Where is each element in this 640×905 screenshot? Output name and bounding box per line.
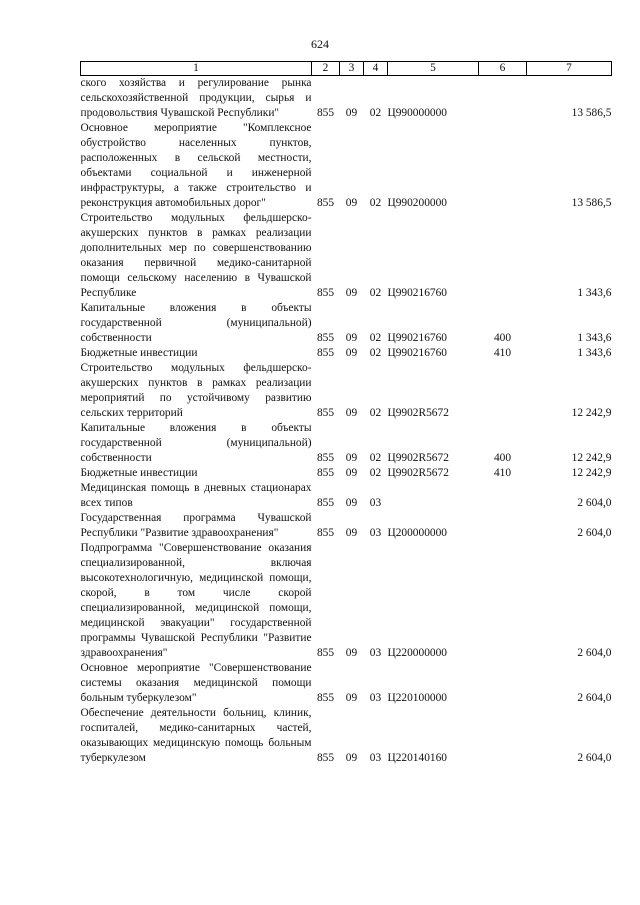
- row-subsection-code: 03: [369, 647, 382, 659]
- row-amount: 2 604,0: [577, 497, 612, 509]
- row-expense-type-code: [479, 121, 527, 211]
- row-target-code: Ц990000000: [387, 107, 447, 119]
- row-section-code: 09: [345, 692, 358, 704]
- row-section-code: 09: [345, 467, 358, 479]
- row-amount: 2 604,0: [577, 527, 612, 539]
- row-subsection-code: 02: [369, 197, 382, 209]
- table-row: [81, 346, 612, 361]
- row-target-code: Ц9902R5672: [387, 407, 449, 419]
- row-name: Подпрограмма "Совершенствование оказания специализированной, включая высокотехнологичную, медицинской помощи, скорой, в том числе скорой специализированной, медицинской помощи, медицинской эвакуации" государственной программы Чувашской Республики "Развитие здравоохранения": [80, 542, 312, 659]
- row-grbs-code: 855: [316, 407, 335, 419]
- row-amount: 12 242,9: [571, 407, 612, 419]
- row-subsection-code: 02: [369, 452, 382, 464]
- row-name: Основное мероприятие "Комплексное обустройство населенных пунктов, расположенных в сельской местности, объектами социальной и инженерной инфраструктуры, а также строительство и реконструкция автомобильных дорог": [80, 122, 312, 209]
- column-header: 7: [527, 62, 612, 76]
- row-expense-type-code: [479, 481, 527, 511]
- row-name: Государственная программа Чувашской Республики "Развитие здравоохранения": [80, 512, 312, 539]
- row-name: Капитальные вложения в объекты государственной (муниципальной) собственности: [80, 422, 312, 464]
- row-amount: 1 343,6: [577, 332, 612, 344]
- row-grbs-code: 855: [316, 467, 335, 479]
- column-header: 2: [312, 62, 340, 76]
- row-subsection-code: 02: [369, 467, 382, 479]
- table-row: [81, 211, 612, 301]
- row-target-code: Ц220100000: [387, 692, 447, 704]
- row-expense-type-code: [479, 706, 527, 766]
- row-grbs-code: 855: [316, 752, 335, 764]
- row-section-code: 09: [345, 527, 358, 539]
- row-expense-type-code: [479, 76, 527, 122]
- table-row: [81, 76, 612, 122]
- column-header: 3: [340, 62, 364, 76]
- row-expense-type-code: [479, 661, 527, 706]
- row-expense-type-code: [479, 211, 527, 301]
- row-amount: 2 604,0: [577, 752, 612, 764]
- row-subsection-code: 02: [369, 347, 382, 359]
- row-target-code: [388, 481, 479, 511]
- row-amount: 1 343,6: [577, 347, 612, 359]
- row-name: Капитальные вложения в объекты государственной (муниципальной) собственности: [80, 302, 312, 344]
- table-row: [81, 541, 612, 661]
- table-row: [81, 301, 612, 346]
- budget-table: [80, 61, 612, 766]
- table-row: [81, 121, 612, 211]
- row-grbs-code: 855: [316, 647, 335, 659]
- row-amount: 2 604,0: [577, 647, 612, 659]
- column-header: 6: [479, 62, 527, 76]
- row-expense-type-code: [479, 511, 527, 541]
- row-name: Обеспечение деятельности больниц, клиник, госпиталей, медико-санитарных частей, оказывающих медицинскую помощь больным туберкулезом: [80, 707, 312, 764]
- row-grbs-code: 855: [316, 692, 335, 704]
- row-expense-type-code: 400: [493, 452, 512, 464]
- row-expense-type-code: 410: [493, 347, 512, 359]
- table-row: [81, 481, 612, 511]
- row-target-code: Ц990216760: [387, 332, 447, 344]
- row-grbs-code: 855: [316, 527, 335, 539]
- row-section-code: 09: [345, 347, 358, 359]
- row-target-code: Ц990216760: [387, 347, 447, 359]
- row-expense-type-code: [479, 541, 527, 661]
- row-expense-type-code: [479, 361, 527, 421]
- row-subsection-code: 03: [369, 527, 382, 539]
- row-grbs-code: 855: [316, 497, 335, 509]
- row-subsection-code: 02: [369, 287, 382, 299]
- row-name: Строительство модульных фельдшерско-акушерских пунктов в рамках реализации дополнительных мер по совершенствованию оказания первичной медико-санитарной помощи сельскому населению в Чувашской Республике: [80, 212, 312, 299]
- row-amount: 1 343,6: [577, 287, 612, 299]
- row-name: Бюджетные инвестиции: [80, 347, 198, 359]
- row-name: Строительство модульных фельдшерско-акушерских пунктов в рамках реализации мероприятий по устойчивому развитию сельских территорий: [80, 362, 312, 419]
- row-subsection-code: 02: [369, 332, 382, 344]
- row-grbs-code: 855: [316, 452, 335, 464]
- row-subsection-code: 03: [369, 497, 382, 509]
- row-section-code: 09: [345, 407, 358, 419]
- column-header: 5: [388, 62, 479, 76]
- row-grbs-code: 855: [316, 197, 335, 209]
- row-amount: 12 242,9: [571, 452, 612, 464]
- row-expense-type-code: 400: [493, 332, 512, 344]
- row-name: Основное мероприятие "Совершенствование системы оказания медицинской помощи больным туберкулезом": [80, 662, 312, 704]
- row-name: Медицинская помощь в дневных стационарах всех типов: [80, 482, 312, 509]
- row-section-code: 09: [345, 752, 358, 764]
- column-header: 4: [364, 62, 388, 76]
- row-grbs-code: 855: [316, 347, 335, 359]
- table-row: [81, 361, 612, 421]
- table-row: [81, 706, 612, 766]
- row-subsection-code: 02: [369, 407, 382, 419]
- row-amount: 12 242,9: [571, 467, 612, 479]
- row-grbs-code: 855: [316, 287, 335, 299]
- row-grbs-code: 855: [316, 332, 335, 344]
- row-section-code: 09: [345, 197, 358, 209]
- row-target-code: Ц990216760: [387, 287, 447, 299]
- row-expense-type-code: 410: [493, 467, 512, 479]
- page-number: 624: [311, 37, 329, 51]
- row-target-code: Ц220140160: [387, 752, 447, 764]
- row-amount: 13 586,5: [571, 197, 612, 209]
- row-section-code: 09: [345, 332, 358, 344]
- row-name: Бюджетные инвестиции: [80, 467, 198, 479]
- row-target-code: Ц9902R5672: [387, 467, 449, 479]
- row-target-code: Ц220000000: [387, 647, 447, 659]
- row-section-code: 09: [345, 287, 358, 299]
- row-amount: 2 604,0: [577, 692, 612, 704]
- column-header: 1: [81, 62, 312, 76]
- table-row: [81, 466, 612, 481]
- row-section-code: 09: [345, 107, 358, 119]
- row-subsection-code: 03: [369, 752, 382, 764]
- table-row: [81, 661, 612, 706]
- row-target-code: Ц9902R5672: [387, 452, 449, 464]
- row-target-code: Ц990200000: [387, 197, 447, 209]
- row-section-code: 09: [345, 497, 358, 509]
- row-subsection-code: 02: [369, 107, 382, 119]
- row-section-code: 09: [345, 647, 358, 659]
- row-amount: 13 586,5: [571, 107, 612, 119]
- column-number-row: [81, 62, 612, 76]
- row-name: ского хозяйства и регулирование рынка сельскохозяйственной продукции, сырья и продовольствия Чувашской Республики": [80, 77, 312, 119]
- row-section-code: 09: [345, 452, 358, 464]
- row-grbs-code: 855: [316, 107, 335, 119]
- row-subsection-code: 03: [369, 692, 382, 704]
- row-target-code: Ц200000000: [387, 527, 447, 539]
- table-row: [81, 511, 612, 541]
- table-row: [81, 421, 612, 466]
